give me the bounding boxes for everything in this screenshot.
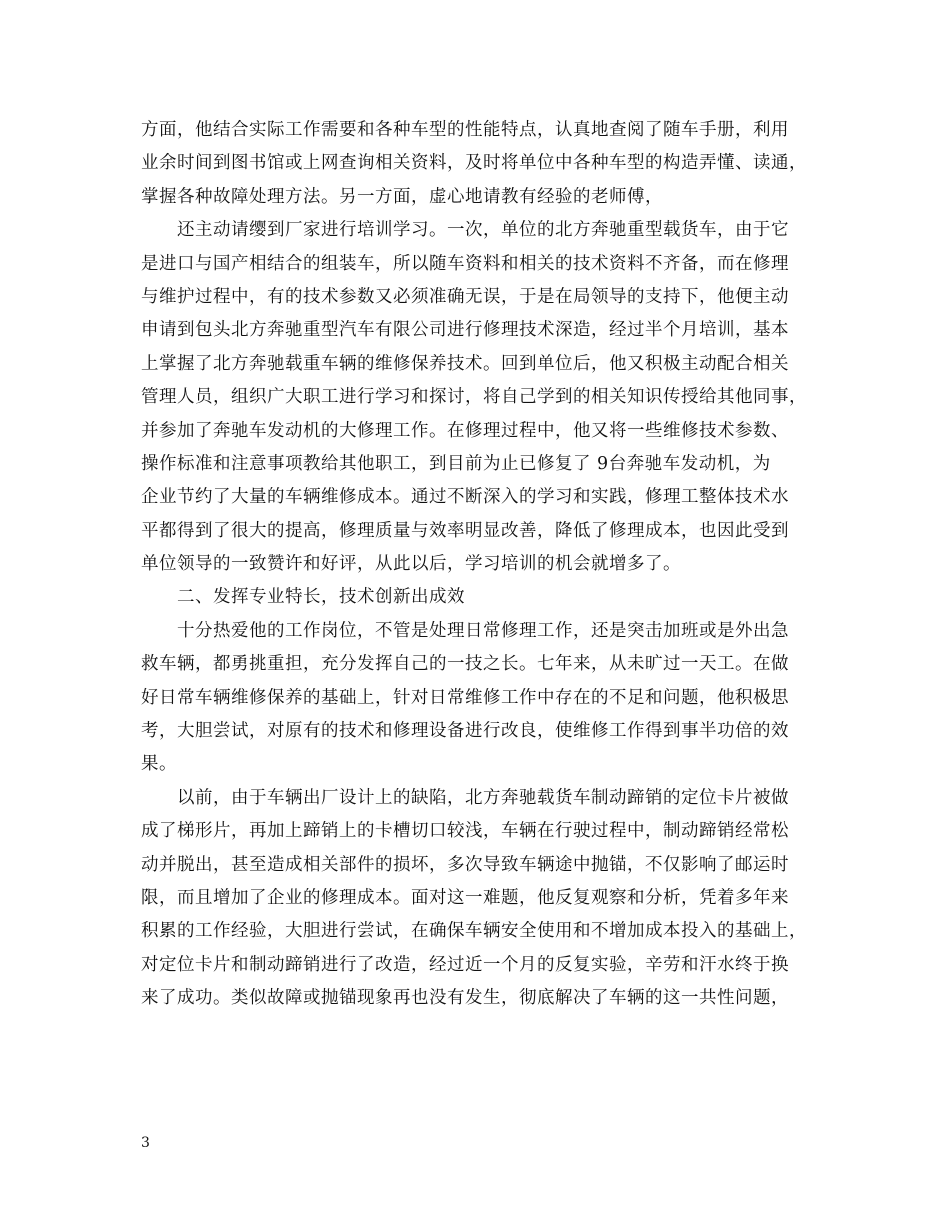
page-number: 3 bbox=[141, 1135, 150, 1151]
text-line: 考，大胆尝试，对原有的技术和修理设备进行改良，使维修工作得到事半功倍的效 bbox=[141, 721, 789, 742]
text-line: 对定位卡片和制动蹄销进行了改造，经过近一个月的反复实验，辛劳和汗水终于换 bbox=[141, 954, 789, 975]
text-line: 成了梯形片，再加上蹄销上的卡槽切口较浅，车辆在行驶过程中，制动蹄销经常松 bbox=[141, 821, 789, 842]
text-line: 来了成功。类似故障或抛锚现象再也没有发生，彻底解决了车辆的这一共性问题， bbox=[141, 988, 789, 1009]
text-line: 平都得到了很大的提高，修理质量与效率明显改善，降低了修理成本，也因此受到 bbox=[141, 520, 789, 541]
text-line: 方面，他结合实际工作需要和各种车型的性能特点，认真地查阅了随车手册，利用 bbox=[141, 120, 789, 140]
text-line: 企业节约了大量的车辆维修成本。通过不断深入的学习和实践，修理工整体技术水 bbox=[141, 487, 789, 508]
text-line: 单位领导的一致赞许和好评，从此以后，学习培训的机会就增多了。 bbox=[141, 554, 681, 575]
text-line: 操作标准和注意事项教给其他职工，到目前为止已修复了 9台奔驰车发动机，为 bbox=[141, 453, 771, 474]
text-line: 动并脱出，甚至造成相关部件的损坏，多次导致车辆途中抛锚，不仅影响了邮运时 bbox=[141, 854, 789, 875]
text-line: 上掌握了北方奔驰载重车辆的维修保养技术。回到单位后，他又积极主动配合相关 bbox=[141, 353, 789, 374]
text-line: 掌握各种故障处理方法。另一方面，虚心地请教有经验的老师傅， bbox=[141, 186, 663, 207]
text-line: 并参加了奔驰车发动机的大修理工作。在修理过程中，他又将一些维修技术参数、 bbox=[141, 420, 789, 441]
text-line: 十分热爱他的工作岗位，不管是处理日常修理工作，还是突击加班或是外出急 bbox=[141, 620, 789, 641]
text-line: 与维护过程中，有的技术参数又必须准确无误，于是在局领导的支持下，他便主动 bbox=[141, 286, 789, 307]
text-line: 以前，由于车辆出厂设计上的缺陷，北方奔驰载货车制动蹄销的定位卡片被做 bbox=[141, 787, 789, 808]
text-line: 果。 bbox=[141, 754, 177, 775]
text-line: 是进口与国产相结合的组装车，所以随车资料和相关的技术资料不齐备，而在修理 bbox=[141, 253, 789, 274]
text-line: 限，而且增加了企业的修理成本。面对这一难题，他反复观察和分析，凭着多年来 bbox=[141, 887, 789, 908]
text-line: 好日常车辆维修保养的基础上，针对日常维修工作中存在的不足和问题，他积极思 bbox=[141, 687, 789, 708]
text-line: 还主动请缨到厂家进行培训学习。一次，单位的北方奔驰重型载货车，由于它 bbox=[141, 220, 789, 241]
text-line: 申请到包头北方奔驰重型汽车有限公司进行修理技术深造，经过半个月培训，基本 bbox=[141, 320, 789, 341]
text-line: 积累的工作经验，大胆进行尝试，在确保车辆安全使用和不增加成本投入的基础上， bbox=[141, 921, 807, 942]
text-line: 二、发挥专业特长，技术创新出成效 bbox=[141, 587, 465, 608]
body-text bbox=[141, 114, 809, 1016]
text-line: 业余时间到图书馆或上网查询相关资料，及时将单位中各种车型的构造弄懂、读通， bbox=[141, 153, 807, 174]
text-line: 管理人员，组织广大职工进行学习和探讨，将自己学到的相关知识传授给其他同事， bbox=[141, 387, 807, 408]
text-line: 救车辆，都勇挑重担，充分发挥自己的一技之长。七年来，从未旷过一天工。在做 bbox=[141, 654, 789, 675]
